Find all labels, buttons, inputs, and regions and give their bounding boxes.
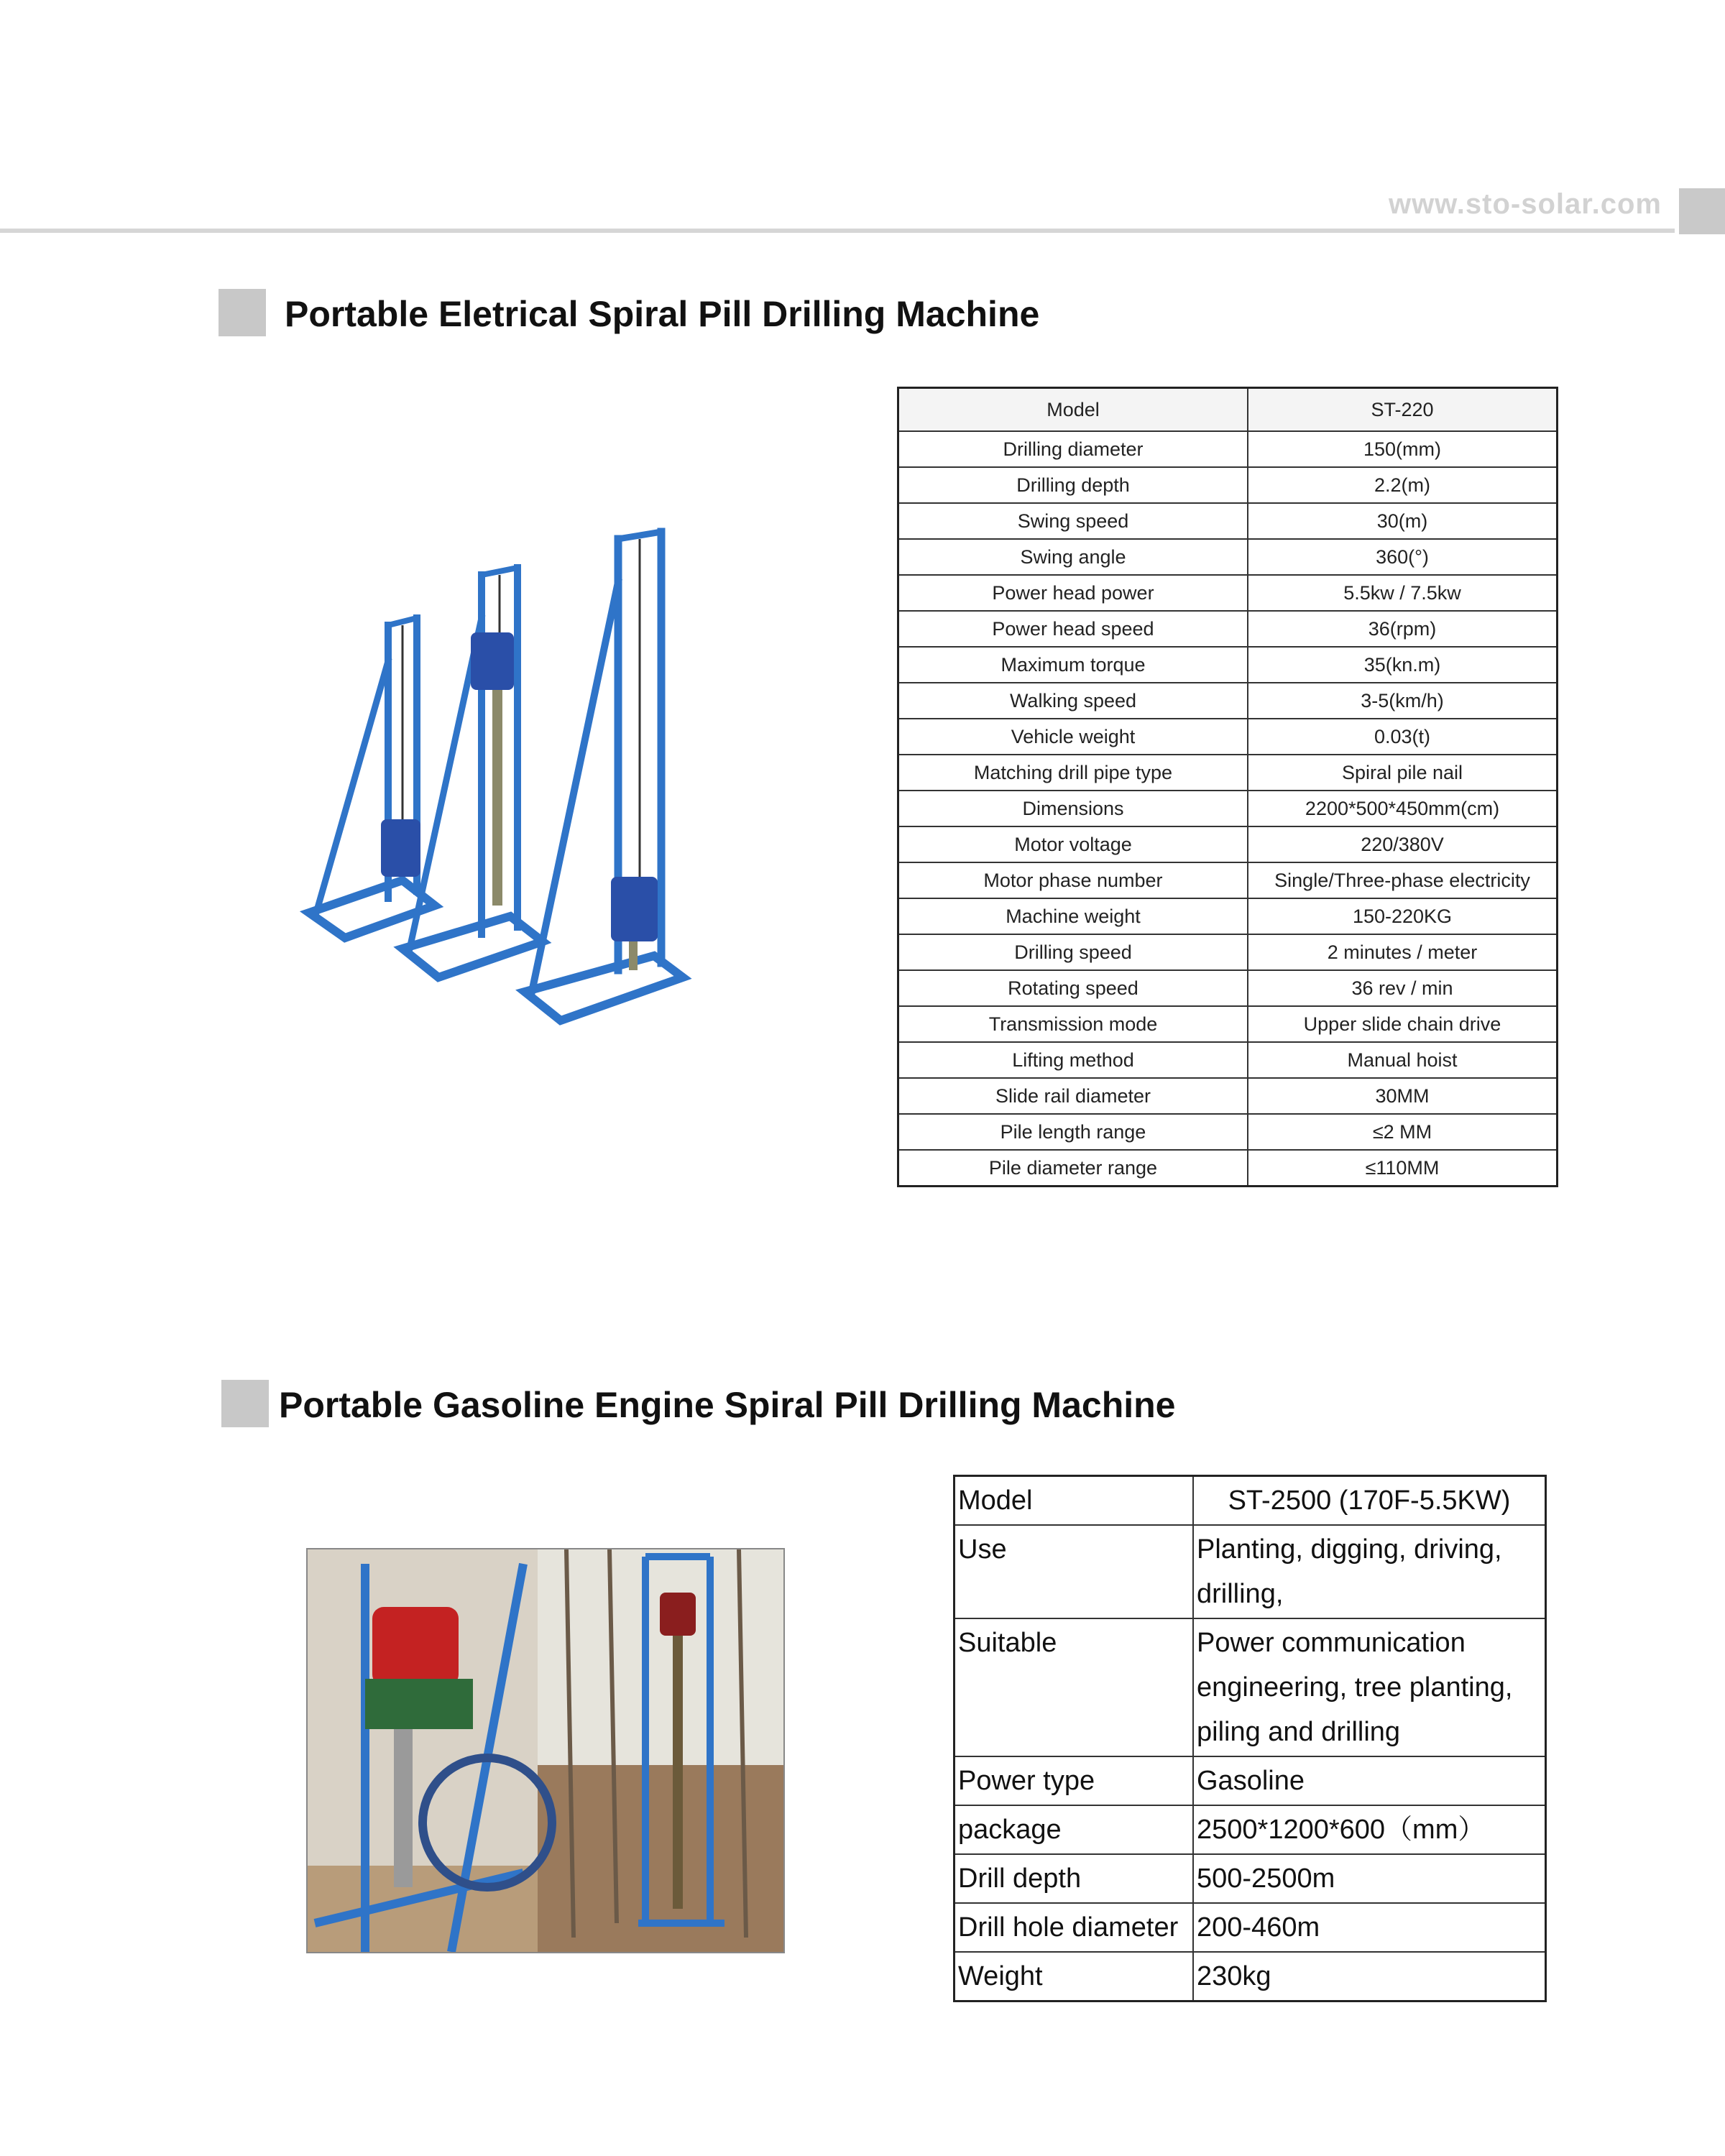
- table-row: [898, 431, 1558, 467]
- table-row: [898, 1078, 1558, 1114]
- spec-label: Vehicle weight: [898, 719, 1248, 755]
- spec-value: 2.2(m): [1248, 467, 1558, 503]
- spec-label: Maximum torque: [898, 647, 1248, 683]
- electric-drilling-rigs-image: [295, 517, 755, 1049]
- spec-value: Single/Three-phase electricity: [1248, 862, 1558, 898]
- spec-value: 2200*500*450mm(cm): [1248, 791, 1558, 826]
- spec-label: Drill depth: [954, 1854, 1194, 1903]
- spec-label: Machine weight: [898, 898, 1248, 934]
- spec-value: 220/380V: [1248, 826, 1558, 862]
- spec-label: Walking speed: [898, 683, 1248, 719]
- site-url: www.sto-solar.com: [1388, 188, 1662, 220]
- spec-value: 3-5(km/h): [1248, 683, 1558, 719]
- spec-label: Pile diameter range: [898, 1150, 1248, 1187]
- spec-label: Lifting method: [898, 1042, 1248, 1078]
- spec-value: 30MM: [1248, 1078, 1558, 1114]
- electric-spec-table: [897, 387, 1558, 1187]
- table-row: [898, 862, 1558, 898]
- gasoline-drilling-machine-photo: [306, 1548, 785, 1953]
- spec-value: 0.03(t): [1248, 719, 1558, 755]
- spec-value: Manual hoist: [1248, 1042, 1558, 1078]
- table-row: [898, 683, 1558, 719]
- spec-value: Planting, digging, driving, drilling,: [1193, 1525, 1546, 1618]
- spec-label: Drilling speed: [898, 934, 1248, 970]
- spec-label: Drilling diameter: [898, 431, 1248, 467]
- table-row: [898, 1042, 1558, 1078]
- table-row: [898, 611, 1558, 647]
- table-row: [954, 1476, 1546, 1526]
- spec-label: Drill hole diameter: [954, 1903, 1194, 1952]
- spec-value: Spiral pile nail: [1248, 755, 1558, 791]
- spec-value: 230kg: [1193, 1952, 1546, 2001]
- spec-value: ≤110MM: [1248, 1150, 1558, 1187]
- section2-title: Portable Gasoline Engine Spiral Pill Drilling Machine: [279, 1385, 1176, 1425]
- spec-value: 360(°): [1248, 539, 1558, 575]
- spec-label: Power head power: [898, 575, 1248, 611]
- spec-label: Use: [954, 1525, 1194, 1618]
- table-row: [898, 1006, 1558, 1042]
- table-row: [898, 467, 1558, 503]
- table-row: [954, 1952, 1546, 2001]
- spec-label: Matching drill pipe type: [898, 755, 1248, 791]
- header-rule: [0, 229, 1675, 233]
- spec-value: 35(kn.m): [1248, 647, 1558, 683]
- spec-value: Power communication engineering, tree planting, piling and drilling: [1193, 1618, 1546, 1756]
- spec-label: Drilling depth: [898, 467, 1248, 503]
- spec-value: 36(rpm): [1248, 611, 1558, 647]
- spec-label: package: [954, 1805, 1194, 1854]
- table-row: [898, 1114, 1558, 1150]
- spec-value: 2 minutes / meter: [1248, 934, 1558, 970]
- spec-value: 150-220KG: [1248, 898, 1558, 934]
- table-row: [898, 1150, 1558, 1187]
- table-row: [898, 575, 1558, 611]
- table-row: [954, 1618, 1546, 1756]
- spec-label: Motor voltage: [898, 826, 1248, 862]
- table-row: [898, 970, 1558, 1006]
- table-row: [954, 1525, 1546, 1618]
- section2-marker: [221, 1380, 269, 1427]
- spec-value: Gasoline: [1193, 1756, 1546, 1805]
- table-row: [954, 1854, 1546, 1903]
- spec-value: 30(m): [1248, 503, 1558, 539]
- table-row: [954, 1756, 1546, 1805]
- spec-value: 36 rev / min: [1248, 970, 1558, 1006]
- table-row: [898, 791, 1558, 826]
- spec-value: 2500*1200*600（mm）: [1193, 1805, 1546, 1854]
- gasoline-spec-table: [953, 1475, 1547, 2002]
- section1-title: Portable Eletrical Spiral Pill Drilling Machine: [285, 294, 1040, 334]
- spec-label: Power type: [954, 1756, 1194, 1805]
- spec-label: Pile length range: [898, 1114, 1248, 1150]
- spec-label: Swing speed: [898, 503, 1248, 539]
- table-row: [898, 934, 1558, 970]
- spec-label: Transmission mode: [898, 1006, 1248, 1042]
- spec-value: 200-460m: [1193, 1903, 1546, 1952]
- spec-value: ST-2500 (170F-5.5KW): [1193, 1476, 1546, 1526]
- spec-value: ≤2 MM: [1248, 1114, 1558, 1150]
- table-row: [898, 826, 1558, 862]
- table-row: [898, 719, 1558, 755]
- spec-value: 5.5kw / 7.5kw: [1248, 575, 1558, 611]
- spec-value: 150(mm): [1248, 431, 1558, 467]
- table-row: [898, 503, 1558, 539]
- spec-label: Suitable: [954, 1618, 1194, 1756]
- table-row: [898, 755, 1558, 791]
- table-row: [898, 647, 1558, 683]
- section1-marker: [218, 289, 266, 336]
- spec-label: Swing angle: [898, 539, 1248, 575]
- spec-label: Motor phase number: [898, 862, 1248, 898]
- spec-label: Weight: [954, 1952, 1194, 2001]
- table-row: [898, 388, 1558, 432]
- spec-label: Dimensions: [898, 791, 1248, 826]
- spec-value: ST-220: [1248, 388, 1558, 432]
- header-corner-block: [1679, 188, 1725, 234]
- spec-value: Upper slide chain drive: [1248, 1006, 1558, 1042]
- spec-label: Model: [954, 1476, 1194, 1526]
- spec-label: Model: [898, 388, 1248, 432]
- table-row: [954, 1805, 1546, 1854]
- table-row: [898, 539, 1558, 575]
- table-row: [954, 1903, 1546, 1952]
- spec-label: Power head speed: [898, 611, 1248, 647]
- spec-label: Rotating speed: [898, 970, 1248, 1006]
- table-row: [898, 898, 1558, 934]
- spec-value: 500-2500m: [1193, 1854, 1546, 1903]
- spec-label: Slide rail diameter: [898, 1078, 1248, 1114]
